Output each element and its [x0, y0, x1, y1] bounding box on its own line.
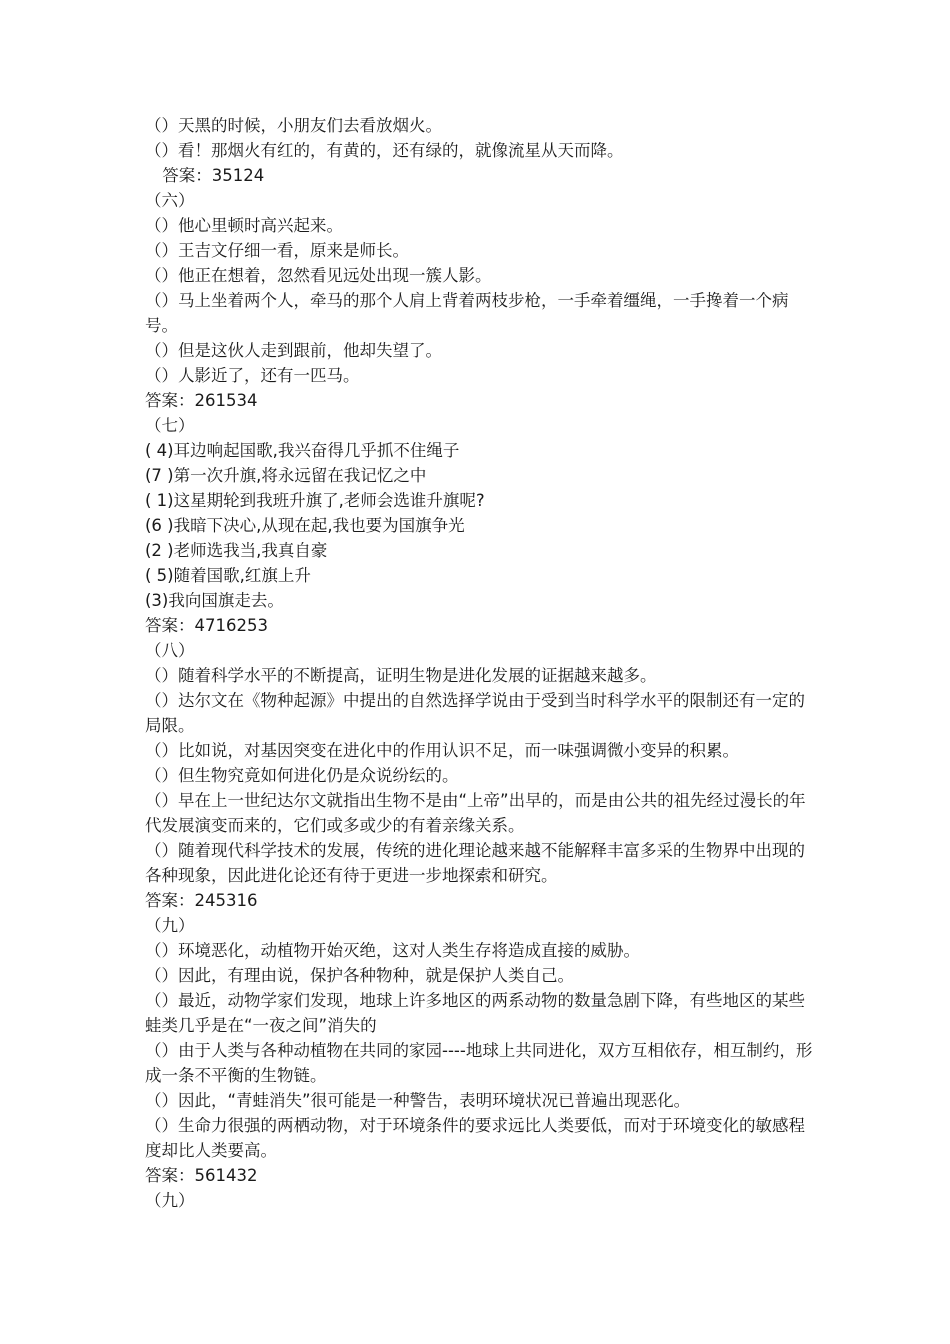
text-line: （）随着现代科学技术的发展，传统的进化理论越来越不能解释丰富多采的生物界中出现的各种现象，因此进化论还有待于更进一步地探索和研究。: [145, 841, 805, 885]
text-line: （）但是这伙人走到跟前，他却失望了。: [145, 341, 442, 360]
text-line: （）环境恶化，动植物开始灭绝，这对人类生存将造成直接的威胁。: [145, 941, 640, 960]
text-line: (6 )我暗下决心,从现在起,我也要为国旗争光: [145, 516, 465, 535]
text-line: (2 )老师选我当,我真自豪: [145, 541, 328, 560]
text-line: （）马上坐着两个人，牵马的那个人肩上背着两枝步枪，一手牵着缰绳，一手搀着一个病号。: [145, 291, 789, 335]
text-line: （）看！那烟火有红的，有黄的，还有绿的，就像流星从天而降。: [145, 141, 624, 160]
section-heading: （九）: [145, 1191, 195, 1210]
text-line: ( 4)耳边响起国歌,我兴奋得几乎抓不住绳子: [145, 441, 460, 460]
document-body: [145, 113, 815, 1213]
text-line: （）最近，动物学家们发现，地球上许多地区的两系动物的数量急剧下降，有些地区的某些蛙类几乎是在“一夜之间”消失的: [145, 991, 805, 1035]
text-line: (3)我向国旗走去。: [145, 591, 284, 610]
answer-line: 答案：561432: [145, 1166, 258, 1185]
answer-line: 答案：4716253: [145, 616, 268, 635]
text-line: （）生命力很强的两栖动物，对于环境条件的要求远比人类要低，而对于环境变化的敏感程度却比人类要高。: [145, 1116, 805, 1160]
text-line: （）因此，有理由说，保护各种物种，就是保护人类自己。: [145, 966, 574, 985]
text-line: （）达尔文在《物种起源》中提出的自然选择学说由于受到当时科学水平的限制还有一定的局限。: [145, 691, 805, 735]
answer-line: 答案：261534: [145, 391, 258, 410]
text-line: （）比如说，对基因突变在进化中的作用认识不足，而一味强调微小变异的积累。: [145, 741, 739, 760]
text-line: （）由于人类与各种动植物在共同的家园----地球上共同进化，双方互相依存，相互制约，形成一条不平衡的生物链。: [145, 1041, 813, 1085]
text-line: (7 )第一次升旗,将永远留在我记忆之中: [145, 466, 427, 485]
text-line: （）他心里顿时高兴起来。: [145, 216, 343, 235]
text-line: ( 5)随着国歌,红旗上升: [145, 566, 311, 585]
answer-line: 答案：35124: [157, 166, 265, 185]
section-heading: （八）: [145, 641, 195, 660]
text-line: （）但生物究竟如何进化仍是众说纷纭的。: [145, 766, 459, 785]
text-line: （）因此，“青蛙消失”很可能是一种警告，表明环境状况已普遍出现恶化。: [145, 1091, 691, 1110]
text-line: （）早在上一世纪达尔文就指出生物不是由“上帝”出早的，而是由公共的祖先经过漫长的年代发展演变而来的，它们或多或少的有着亲缘关系。: [145, 791, 806, 835]
text-line: （）随着科学水平的不断提高，证明生物是进化发展的证据越来越多。: [145, 666, 657, 685]
answer-line: 答案：245316: [145, 891, 258, 910]
text-line: （）他正在想着，忽然看见远处出现一簇人影。: [145, 266, 492, 285]
section-heading: （六）: [145, 191, 195, 210]
text-line: ( 1)这星期轮到我班升旗了,老师会选谁升旗呢?: [145, 491, 485, 510]
section-heading: （七）: [145, 416, 195, 435]
text-line: （）天黑的时候，小朋友们去看放烟火。: [145, 116, 442, 135]
text-line: （）人影近了，还有一匹马。: [145, 366, 360, 385]
section-heading: （九）: [145, 916, 195, 935]
text-line: （）王吉文仔细一看，原来是师长。: [145, 241, 409, 260]
